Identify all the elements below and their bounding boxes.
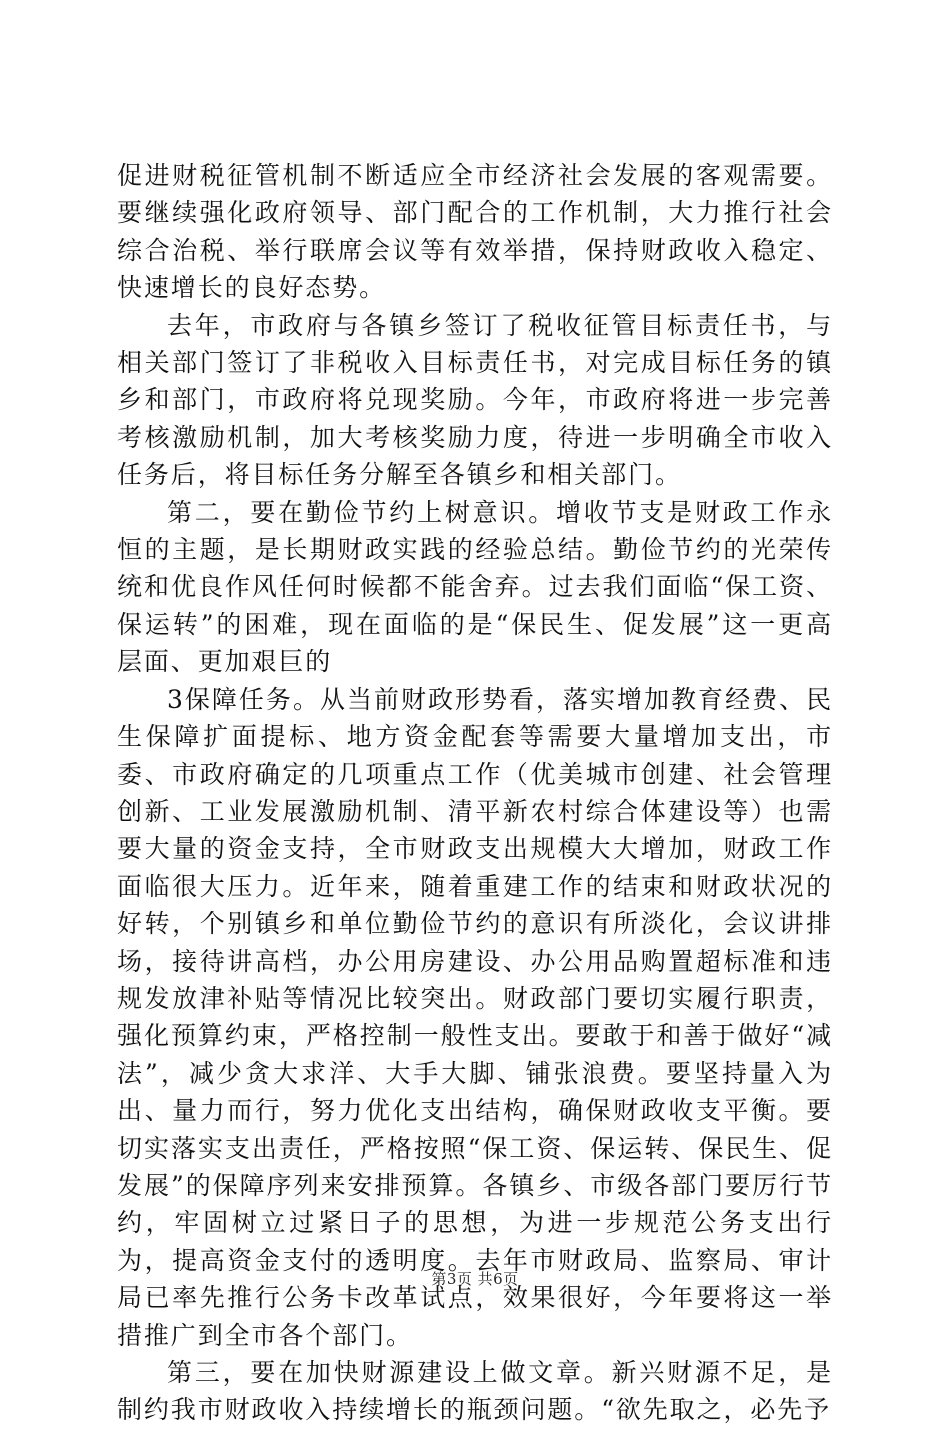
- paragraph-5: 第三，要在加快财源建设上做文章。新兴财源不足，是制约我市财政收入持续增长的瓶颈问题。“欲先取之，必先予: [117, 1358, 833, 1425]
- paragraph-2: 去年，市政府与各镇乡签订了税收征管目标责任书，与相关部门签订了非税收入目标责任书，对完成目标任务的镇乡和部门，市政府将兑现奖励。今年，市政府将进一步完善考核激励机制，加大考核奖励力度，待进一步明确全市收入任务后，将目标任务分解至各镇乡和相关部门。: [117, 310, 833, 490]
- paragraph-4: 3保障任务。从当前财政形势看，落实增加教育经费、民生保障扩面提标、地方资金配套等需要大量增加支出，市委、市政府确定的几项重点工作（优美城市创建、社会管理创新、工业发展激励机制、清平新农村综合体建设等）也需要大量的资金支持，全市财政支出规模大大增加，财政工作面临很大压力。近年来，随着重建工作的结束和财政状况的好转，个别镇乡和单位勤俭节约的意识有所淡化，会议讲排场，接待讲高档，办公用房建设、办公用品购置超标准和违规发放津补贴等情况比较突出。财政部门要切实履行职责，强化预算约束，严格控制一般性支出。要敢于和善于做好“减法”，减少贪大求洋、大手大脚、铺张浪费。要坚持量入为出、量力而行，努力优化支出结构，确保财政收支平衡。要切实落实支出责任，严格按照“保工资、保运转、保民生、促发展”的保障序列来安排预算。各镇乡、市级各部门要厉行节约，牢固树立过紧日子的思想，为进一步规范公务支出行为，提高资金支付的透明度。去年市财政局、监察局、审计局已率先推行公务卡改革试点，效果很好，今年要将这一举措推广到全市各个部门。: [117, 684, 833, 1350]
- paragraph-3: 第二，要在勤俭节约上树意识。增收节支是财政工作永恒的主题，是长期财政实践的经验总结。勤俭节约的光荣传统和优良作风任何时候都不能舍弃。过去我们面临“保工资、保运转”的困难，现在面临的是“保民生、促发展”这一更高层面、更加艰巨的: [117, 497, 833, 677]
- paragraph-1: 促进财税征管机制不断适应全市经济社会发展的客观需要。要继续强化政府领导、部门配合的工作机制，大力推行社会综合治税、举行联席会议等有效举措，保持财政收入稳定、快速增长的良好态势。: [117, 161, 833, 303]
- page-number-footer: 第3页 共6页: [431, 1270, 519, 1288]
- document-body: [117, 157, 833, 1429]
